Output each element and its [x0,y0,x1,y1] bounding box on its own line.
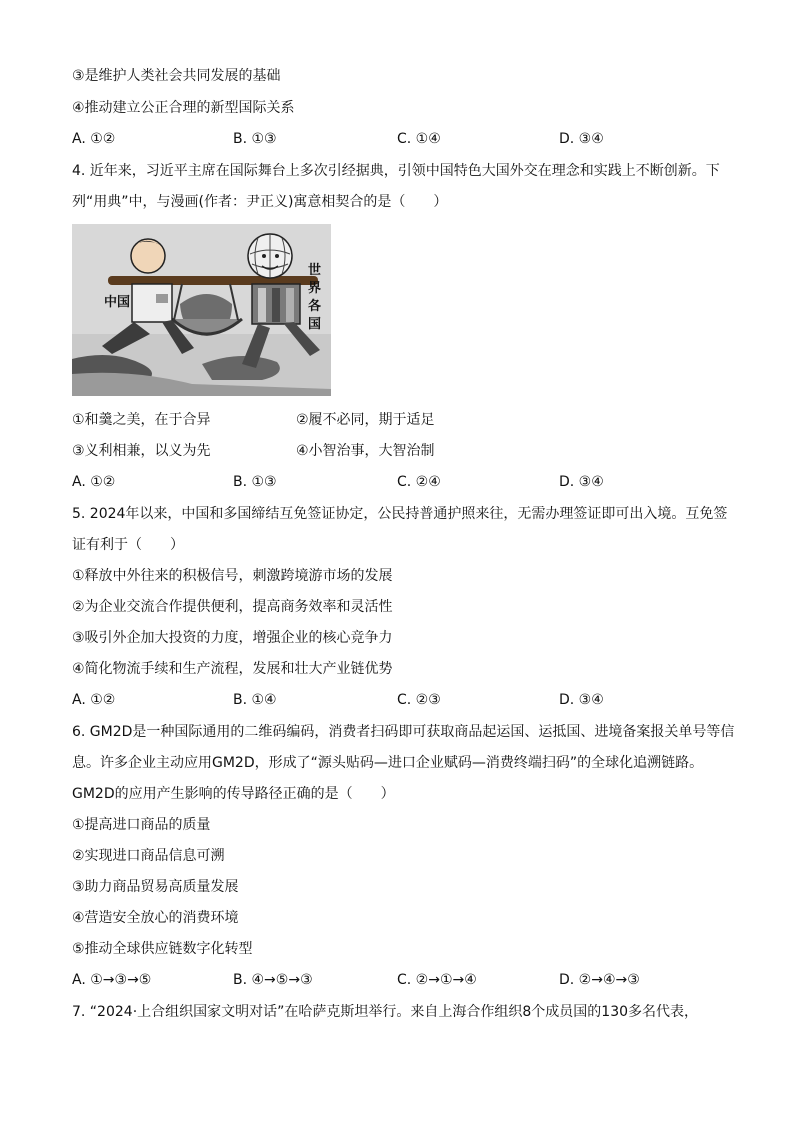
q5-item-4: ④简化物流手续和生产流程，发展和壮大产业链优势 [72,661,393,677]
q5-option-a[interactable]: A. ①② [72,692,116,708]
q5-option-c[interactable]: C. ②③ [397,692,441,708]
q3-options [72,129,722,149]
cartoon-label-world-4: 国 [308,317,322,332]
q5-item-1: ①释放中外往来的积极信号，刺激跨境游市场的发展 [72,568,393,584]
q3-item-3: ③是维护人类社会共同发展的基础 [72,68,281,84]
q4-item-1: ①和羹之美，在于合异 [72,412,211,428]
q3-option-a[interactable]: A. ①② [72,131,116,147]
q5-option-d[interactable]: D. ③④ [559,692,604,708]
q6-option-b[interactable]: B. ④→⑤→③ [233,972,313,988]
q4-options [72,472,722,492]
q5-stem-line-1: 5. 2024年以来，中国和多国缔结互免签证协定，公民持普通护照来往，无需办理签证即可出入境。互免签 [72,506,728,522]
q4-item-3: ③义利相兼，以义为先 [72,443,211,459]
q4-option-b[interactable]: B. ①③ [233,474,277,490]
q4-option-c[interactable]: C. ②④ [397,474,441,490]
cartoon-label-world-3: 各 [308,299,322,314]
q4-stem-line-1: 4. 近年来，习近平主席在国际舞台上多次引经据典，引领中国特色大国外交在理念和实践上不断创新。下 [72,163,720,179]
q6-stem-line-1: 6. GM2D是一种国际通用的二维码编码，消费者扫码即可获取商品起运国、运抵国、进境备案报关单号等信 [72,724,735,740]
q6-item-5: ⑤推动全球供应链数字化转型 [72,941,253,957]
cartoon-image [72,224,331,396]
q4-stem-line-2: 列“用典”中，与漫画(作者：尹正义)寓意相契合的是（ ） [72,194,448,210]
q5-stem-line-2: 证有利于（ ） [72,537,184,553]
q6-options [72,970,722,990]
q3-item-4: ④推动建立公正合理的新型国际关系 [72,100,295,116]
q6-item-1: ①提高进口商品的质量 [72,817,211,833]
q6-stem-line-3: GM2D的应用产生影响的传导路径正确的是（ ） [72,786,395,802]
q5-item-3: ③吸引外企加大投资的力度，增强企业的核心竞争力 [72,630,393,646]
q4-items-row-2 [72,441,672,461]
q5-option-b[interactable]: B. ①④ [233,692,277,708]
cartoon-label-world-1: 世 [308,263,322,278]
q6-option-d[interactable]: D. ②→④→③ [559,972,640,988]
q6-option-c[interactable]: C. ②→①→④ [397,972,477,988]
q7-stem-line-1: 7. “2024·上合组织国家文明对话”在哈萨克斯坦举行。来自上海合作组织8个成员国的130多名代表， [72,1004,699,1020]
q5-item-2: ②为企业交流合作提供便利，提高商务效率和灵活性 [72,599,393,615]
q6-item-4: ④营造安全放心的消费环境 [72,910,239,926]
q3-option-d[interactable]: D. ③④ [559,131,604,147]
q6-stem-line-2: 息。许多企业主动应用GM2D，形成了“源头贴码—进口企业赋码—消费终端扫码”的全球化追溯链路。 [72,755,704,771]
q3-option-b[interactable]: B. ①③ [233,131,277,147]
q3-option-c[interactable]: C. ①④ [397,131,441,147]
q4-item-2: ②履不必同，期于适足 [296,412,435,428]
q6-item-3: ③助力商品贸易高质量发展 [72,879,239,895]
cartoon-label-china: 中国 [104,295,131,310]
cartoon-label-world-2: 界 [308,281,322,296]
q4-item-4: ④小智治事，大智治制 [296,443,435,459]
q4-items-row-1 [72,410,672,430]
q4-option-d[interactable]: D. ③④ [559,474,604,490]
q6-item-2: ②实现进口商品信息可溯 [72,848,225,864]
q5-options [72,690,722,710]
q6-option-a[interactable]: A. ①→③→⑤ [72,972,152,988]
q4-option-a[interactable]: A. ①② [72,474,116,490]
